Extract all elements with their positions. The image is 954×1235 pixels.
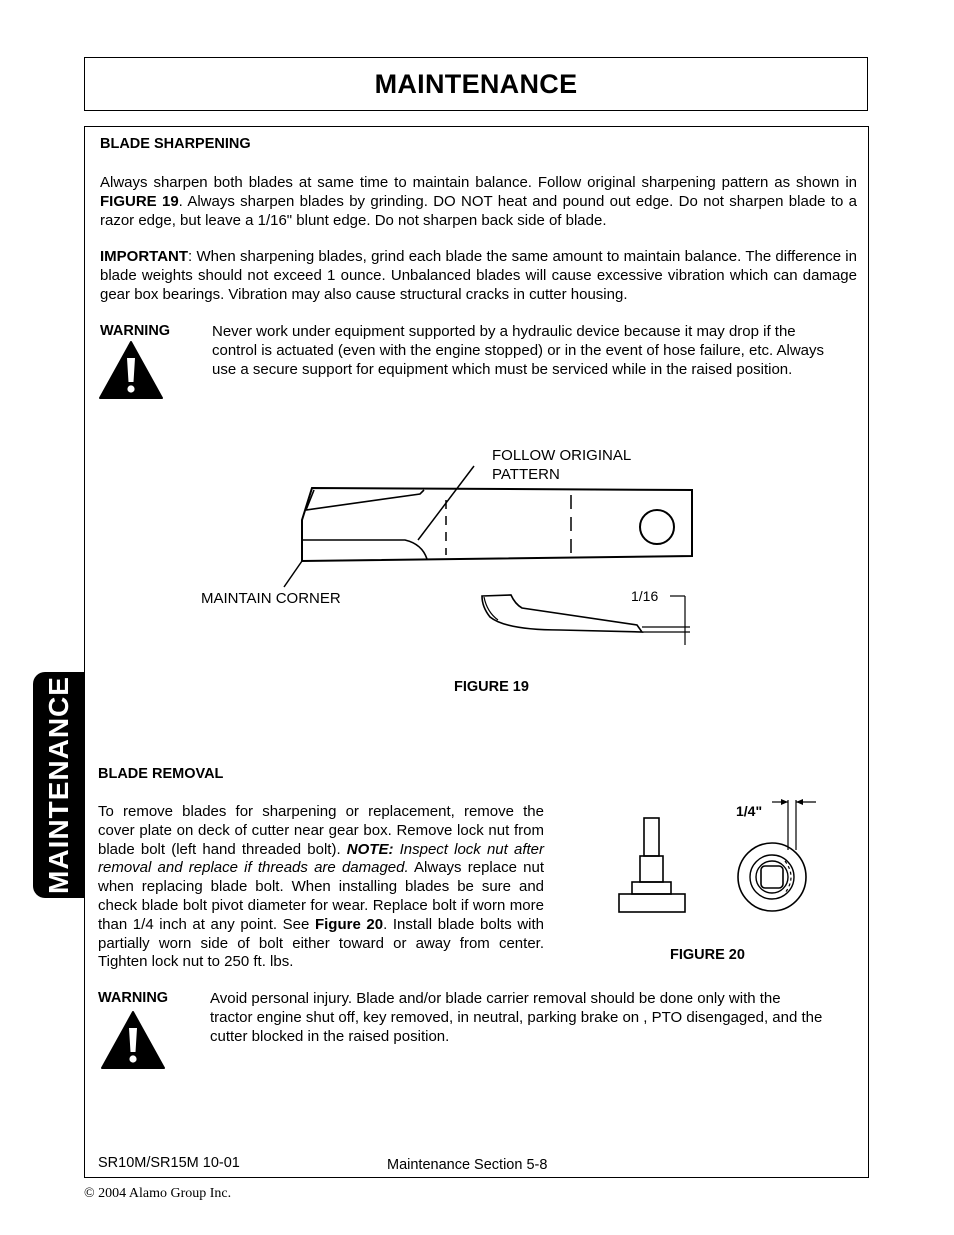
important-label: IMPORTANT: [100, 248, 189, 265]
blade-sharpening-heading: BLADE SHARPENING: [100, 136, 251, 152]
follow-pattern-line-2: PATTERN: [492, 466, 560, 483]
removal-text-1: To remove blades for sharpening or replacement, remove the cover plate on deck of cutter near gear box. Remove lock nut from blade bolt (left hand threaded bolt).: [98, 803, 544, 858]
figure-19-caption: FIGURE 19: [454, 679, 529, 695]
removal-text-2: Always replace nut when replacing blade bolt. When installing blades be sure and check blade bolt pivot diameter for wear. Replace bolt if worn more than 1/4 inch at any point. See: [98, 859, 544, 933]
side-tab-label: MAINTENANCE: [43, 676, 74, 894]
warning-label-1: WARNING: [100, 323, 171, 339]
page-title: MAINTENANCE: [374, 68, 578, 99]
para1-text-2: . Always sharpen blades by grinding. DO NOT heat and pound out edge. Do not sharpen blade to a razor edge, but leave a 1/16" blunt edge. Do not sharpen back side of blade.: [100, 192, 857, 229]
warning-triangle-icon: [100, 1010, 166, 1070]
para1-text-1: Always sharpen both blades at same time to maintain balance. Follow original sharpening pattern as shown in: [100, 174, 857, 191]
blade-removal-heading: BLADE REMOVAL: [98, 766, 224, 782]
para1-figure-ref: FIGURE 19: [100, 192, 179, 210]
follow-pattern-line-1: FOLLOW ORIGINAL: [492, 447, 632, 464]
warning-text-1: Never work under equipment supported by a hydraulic device because it may drop if the control is actuated (even with the engine stopped) or in the event of hose failure, etc. Always use a secure support for equipment which must be serviced while in the raised position.: [212, 323, 825, 378]
figure-20-caption: FIGURE 20: [670, 947, 745, 963]
dimension-1-4-label: 1/4": [736, 803, 763, 819]
warning-label-2: WARNING: [98, 990, 169, 1006]
removal-text-3: . Install blade bolts with partially worn side of bolt either toward or away from center. Tighten lock nut to 250 ft. lbs.: [98, 915, 544, 971]
note-text: Inspect lock nut after removal and replace if threads are damaged.: [98, 840, 544, 877]
maintain-corner-label: MAINTAIN CORNER: [201, 590, 341, 607]
footer-copyright: © 2004 Alamo Group Inc.: [84, 1186, 232, 1201]
figure-20-ref: Figure 20: [314, 915, 384, 933]
warning-text-2: Avoid personal injury. Blade and/or blade carrier removal should be done only with the tractor engine shut off, key removed, in neutral, parking brake on , PTO disengaged, and the cutter blocked in the raised position.: [210, 990, 823, 1045]
footer-model: SR10M/SR15M 10-01: [98, 1155, 240, 1171]
footer-section: Maintenance Section 5-8: [387, 1157, 548, 1173]
note-label: NOTE:: [346, 840, 394, 858]
dimension-1-16-label: 1/16: [631, 588, 659, 604]
important-text: : When sharpening blades, grind each blade the same amount to maintain balance. The difference in blade weights should not exceed 1 ounce. Unbalanced blades will cause excessive vibration which can damage gear box bearings. Vibration may also cause structural cracks in cutter housing.: [100, 248, 857, 303]
